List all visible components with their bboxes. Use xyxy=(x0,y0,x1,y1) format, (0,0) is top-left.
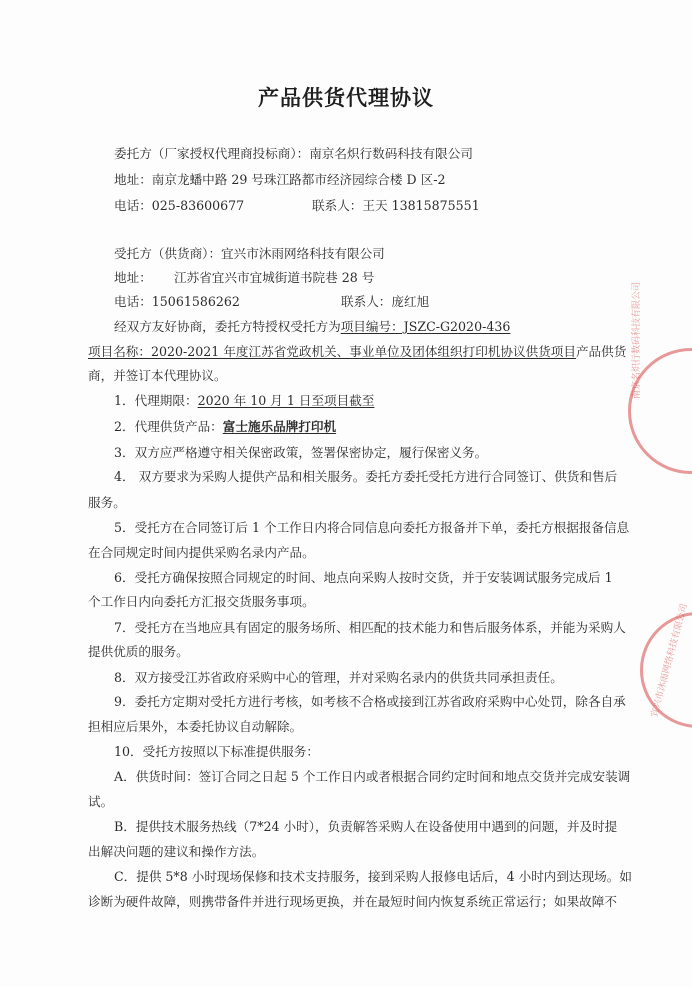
upper-seal-text: 南京名炽行数码科技有限公司 xyxy=(632,281,642,399)
clause-1-value: 2020 年 10 月 1 日至项目截至 xyxy=(197,393,375,408)
item-a-line-2: 试。 xyxy=(88,794,114,809)
clause-6-line-2: 个工作日内向委托方汇报交货服务事项。 xyxy=(88,594,315,609)
principal-address: 地址：南京龙蟠中路 29 号珠江路都市经济园综合楼 D 区-2 xyxy=(114,172,446,187)
intro-prefix: 经双方友好协商，委托方特授权受托方为 xyxy=(114,319,341,334)
clause-1 xyxy=(114,393,374,409)
intro-line-2 xyxy=(88,344,626,360)
upper-seal xyxy=(628,281,692,474)
clause-4-line-1: 4． 双方要求为采购人提供产品和相关服务。委托方委托受托方进行合同签订、供货和售后 xyxy=(114,469,618,484)
item-c-line-2: 诊断为硬件故障，则携带备件并进行现场更换，并在最短时间内恢复系统正常运行；如果故障不 xyxy=(88,894,617,909)
clause-8: 8．双方接受江苏省政府采购中心的管理，并对采购名录内的供货共同承担责任。 xyxy=(114,670,563,685)
lower-seal-text: 宜兴市沐雨网络科技有限公司 xyxy=(649,602,690,719)
clause-9-line-2: 担相应后果外，本委托协议自动解除。 xyxy=(88,719,303,734)
agent-address-label: 地址： xyxy=(114,270,152,285)
principal-name: 委托方（厂家授权代理商投标商）：南京名炽行数码科技有限公司 xyxy=(114,146,473,161)
clause-1-label: 1．代理期限： xyxy=(114,393,198,408)
clause-4-line-2: 服务。 xyxy=(88,495,126,510)
clause-7-line-1: 7．受托方在当地应具有固定的服务场所、相匹配的技术能力和售后服务体系，并能为采购人 xyxy=(114,620,626,635)
clause-9-line-1: 9．委托方定期对受托方进行考核，如考核不合格或接到江苏省政府采购中心处罚，除各自承 xyxy=(114,694,626,709)
clause-2 xyxy=(114,419,336,435)
principal-phone: 电话：025-83600677 xyxy=(114,198,245,213)
clause-3: 3．双方应严格遵守相关保密政策，签署保密协定，履行保密义务。 xyxy=(114,445,488,460)
clause-5-line-1: 5．受托方在合同签订后 1 个工作日内将合同信息向委托方报备并下单，委托方根据报备信息 xyxy=(114,520,630,535)
principal-contact: 联系人：王天 13815875551 xyxy=(312,198,480,213)
agent-contact: 联系人：庞红旭 xyxy=(341,294,430,309)
clause-5-line-2: 在合同规定时间内提供采购名录内产品。 xyxy=(88,545,315,560)
intro-line-3: 商，并签订本代理协议。 xyxy=(88,368,227,383)
project-name: 项目名称：2020-2021 年度江苏省党政机关、事业单位及团体组织打印机协议供货项目 xyxy=(88,344,576,359)
agent-name: 受托方（供货商）：宜兴市沐雨网络科技有限公司 xyxy=(114,246,385,261)
document-title: 产品供货代理协议 xyxy=(258,85,434,110)
agent-address-value: 江苏省宜兴市宜城街道书院巷 28 号 xyxy=(174,270,375,285)
intro-line-1 xyxy=(114,319,510,335)
clause-2-value: 富士施乐品牌打印机 xyxy=(222,419,337,434)
clause-10: 10．受托方按照以下标准提供服务： xyxy=(114,744,319,759)
lower-seal xyxy=(640,602,692,728)
project-number: 项目编号：JSZC-G2020-436 xyxy=(340,319,511,334)
item-c-line-1: C．提供 5*8 小时现场保修和技术支持服务，接到采购人报修电话后，4 小时内到达现场。如 xyxy=(114,869,632,884)
intro-suffix: 产品供货 xyxy=(575,344,627,359)
agent-phone: 电话：15061586262 xyxy=(114,294,240,309)
item-b-line-2: 出解决问题的建议和操作方法。 xyxy=(88,844,265,859)
item-b-line-1: B．提供技术服务热线（7*24 小时），负责解答采购人在设备使用中遇到的问题，并及时提 xyxy=(114,819,618,834)
clause-2-label: 2．代理供货产品： xyxy=(114,419,223,434)
clause-7-line-2: 提供优质的服务。 xyxy=(88,644,189,659)
item-a-line-1: A．供货时间：签订合同之日起 5 个工作日内或者根据合同约定时间和地点交货并完成安装调 xyxy=(114,769,631,784)
clause-6-line-1: 6．受托方确保按照合同规定的时间、地点向采购人按时交货，并于安装调试服务完成后 1 xyxy=(114,570,613,585)
